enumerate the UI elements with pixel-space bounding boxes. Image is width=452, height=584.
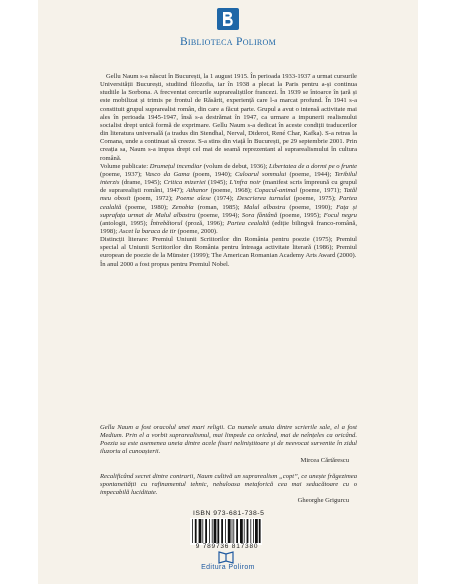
- barcode-bar: [236, 519, 238, 543]
- work-note: (poeme, 1968);: [207, 187, 255, 195]
- work-note: (poeme, 1975);: [290, 195, 340, 203]
- work-title: Vasco da Gama: [145, 170, 190, 178]
- series-header: [38, 8, 418, 48]
- works-items: [100, 163, 357, 235]
- work-title: Întrebătorul: [150, 219, 183, 227]
- author-biography: [100, 73, 357, 269]
- work-title: Poeme alese: [176, 195, 211, 203]
- quote-text: Gellu Naum a fost oracolul unei mari religii. Ca numele unuia dintre scrierile sale, el a fost Medium. Prin el a vorbit suprarealismul, mai limpede ca oricând, mai de neînțeles ca oricând. Poezia sa este asemenea uneia dintre acele fisuri neliniștitoare și de neevocat survenite în zidul iluzoriu al cunoașterii.: [100, 424, 357, 456]
- barcode-bar: [232, 519, 233, 543]
- work-title: L'infra noir: [229, 179, 261, 187]
- critic-quotes: [100, 424, 357, 505]
- barcode-bar: [255, 519, 258, 543]
- work-note: (antologii, 1995);: [100, 219, 151, 227]
- work-title: Critica mizeriei: [163, 179, 206, 187]
- work-title: Athanor: [186, 187, 208, 195]
- work-title: Tatăl meu obosit: [100, 187, 357, 203]
- work-title: Libertatea de a dormi pe o frunte: [269, 162, 358, 170]
- work-note: (poem, 1940);: [189, 170, 235, 178]
- barcode-bar: [217, 519, 219, 543]
- work-title: Partea cealaltă: [100, 195, 357, 211]
- barcode-bar: [202, 519, 203, 543]
- barcode-bar: [250, 519, 251, 543]
- barcode-bar: [205, 519, 207, 543]
- work-title: Ascet la baraca de tir: [118, 227, 177, 235]
- barcode-bar: [209, 519, 210, 543]
- quote-author: Mircea Cărtărescu: [300, 456, 349, 464]
- work-note: (proză, 1996);: [182, 219, 228, 227]
- work-title: Sora fântână: [241, 211, 278, 219]
- barcode-bar: [228, 519, 231, 543]
- publisher-name: Editura Polirom: [201, 564, 255, 571]
- work-note: (poeme, 1980);: [121, 203, 172, 211]
- barcode-bar: [259, 519, 261, 543]
- work-note: (ediție bilingvă franco-română, 1998);: [100, 219, 357, 235]
- work-note: (roman, 1985);: [193, 203, 244, 211]
- work-title: Focul negru: [323, 211, 357, 219]
- barcode-image: [190, 518, 262, 545]
- work-note: (drame, 1945);: [119, 179, 164, 187]
- b-letter-logo-icon: [217, 8, 239, 35]
- barcode-digits: 9 789736 817380: [195, 543, 259, 550]
- work-note: (poem, 1972);: [130, 195, 177, 203]
- work-note: (poeme, 2000).: [176, 227, 218, 235]
- barcode-bar: [244, 519, 245, 543]
- barcode-bar: [225, 519, 226, 543]
- work-title: Fața și suprafața urmat de Malul albastru: [100, 203, 357, 219]
- work-title: Copacul-animal: [254, 187, 298, 195]
- work-note: (1974);: [210, 195, 237, 203]
- barcode-bar: [253, 519, 254, 543]
- work-note: (poeme, 1990);: [285, 203, 337, 211]
- nobel-paragraph: În anul 2000 a fost propus pentru Premiul Nobel.: [100, 260, 230, 268]
- work-note: (poeme, 1937);: [100, 170, 146, 178]
- bio-paragraph: Gellu Naum s-a născut în București, la 1 august 1915. În perioada 1933-1937 a urmat cursurile Universității București, studiind filozofia, iar în 1938 a plecat la Paris pentru a-și continua studiile la Sorbona. A frecventat cercurile suprarealiștilor francezi. În 1939 se întoarce în țară și este mobilizat și trimis pe frontul de Răsărit, experiență care l-a marcat profund. În 1941 s-a constituit grupul suprarealist român, din care a făcut parte. Grupul a avut o intensă activitate mai ales în perioada 1945-1947, însă s-a destrămat în 1947, ca urmare a impunerii realismului socialist drept unică formă de exprimare. Gellu Naum s-a dedicat în aceste condiții traducerilor din literatura universală (a tradus din Stendhal, Nerval, Diderot, René Char, Kafka). S-a retras la Comana, unde a continuat să creeze. S-a stins din viață în București, pe 29 septembrie 2001. Prin creația sa, Naum s-a impus drept cel mai de seamă reprezentant al suprarealismului în cultura română.: [100, 73, 357, 162]
- work-title: Malul albastru: [243, 203, 286, 211]
- barcode-bar: [240, 519, 243, 543]
- work-title: Descrierea turnului: [236, 195, 291, 203]
- work-note: (poeme, 1971);: [297, 187, 344, 195]
- work-note: (volum de debut, 1936);: [201, 162, 270, 170]
- works-intro: Volume publicate:: [100, 162, 150, 170]
- book-back-cover: [38, 0, 418, 584]
- quote-text: Recalificând secret dintre contrarii, Naum cultivă un suprarealism „copt”, ce unește frăgezimea spontaneității cu rafinamentul tehnic, nebuloasa metaforică cea mai seducătoare cu o impecabilă luciditate.: [100, 472, 357, 497]
- isbn-label: ISBN 973-681-738-5: [193, 510, 265, 517]
- work-note: (poeme, 1995);: [277, 211, 324, 219]
- awards-paragraph: Distincții literare: Premiul Uniunii Scriitorilor din România pentru poezie (1975); Premiul special al Uniunii Scriitorilor din România pentru întreaga activitate literară (1986); Premiul european de poezie de la Münster (1999); The American Romanian Academy Arts Award (2000).: [100, 236, 357, 260]
- work-note: (manifest scris împreună cu grupul de suprarealiști români, 1947);: [100, 179, 358, 195]
- barcode-bar: [192, 519, 193, 543]
- works-list: [100, 163, 357, 236]
- work-title: Partea cealaltă: [227, 219, 270, 227]
- series-name: Biblioteca Polirom: [179, 36, 277, 48]
- work-title: Teribilul interzis: [100, 170, 357, 187]
- barcode-bar: [214, 519, 217, 543]
- barcode-bar: [233, 519, 234, 543]
- quote-author: Gheorghe Grigurcu: [297, 497, 349, 505]
- barcode-bar: [199, 519, 202, 543]
- barcode-bar: [195, 519, 197, 543]
- work-note: (poeme, 1944);: [286, 170, 335, 178]
- work-note: (1945);: [205, 179, 230, 187]
- work-title: Zenobia: [171, 203, 194, 211]
- barcode-bar: [221, 519, 223, 543]
- barcode-bar: [247, 519, 249, 543]
- work-title: Culoarul somnului: [235, 170, 287, 178]
- work-title: Drumețul incendiar: [149, 162, 202, 170]
- work-note: (poeme, 1994);: [195, 211, 242, 219]
- barcode-bar: [212, 519, 213, 543]
